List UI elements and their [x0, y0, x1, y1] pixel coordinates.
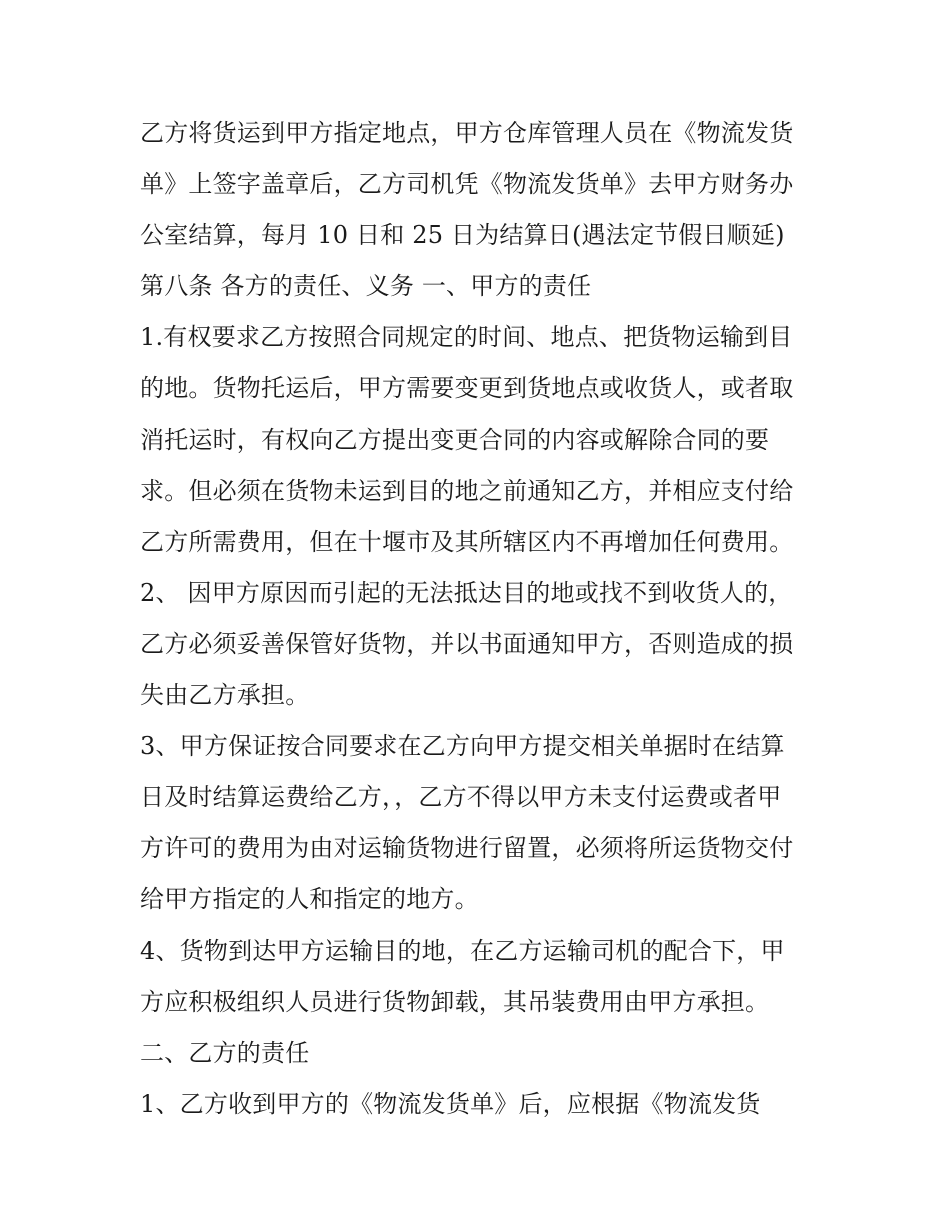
text-line: 单》上签字盖章后，乙方司机凭《物流发货单》去甲方财务办: [140, 170, 794, 199]
text-line: 4、货物到达甲方运输目的地，在乙方运输司机的配合下，甲: [140, 936, 785, 965]
text-line: 乙方所需费用，但在十堰市及其所辖区内不再增加任何费用。: [140, 527, 794, 556]
text-line: 乙方将货运到甲方指定地点，甲方仓库管理人员在《物流发货: [140, 119, 794, 147]
section-heading: 二、乙方的责任: [140, 1038, 310, 1067]
text-line: 1、乙方收到甲方的《物流发货单》后，应根据《物流发货: [140, 1089, 761, 1118]
text-line: 失由乙方承担。: [140, 681, 310, 710]
text-line: 方许可的费用为由对运输货物进行留置，必须将所运货物交付: [140, 834, 794, 863]
text-line: 2、 因甲方原因而引起的无法抵达目的地或找不到收货人的，: [140, 578, 793, 607]
text-line: 消托运时，有权向乙方提出变更合同的内容或解除合同的要: [140, 425, 770, 454]
text-line: 的地。货物托运后，甲方需要变更到货地点或收货人，或者取: [140, 374, 794, 403]
text-line: 求。但必须在货物未运到目的地之前通知乙方，并相应支付给: [140, 476, 794, 505]
section-heading: 第八条 各方的责任、义务 一、甲方的责任: [140, 272, 592, 301]
text-line: 乙方必须妥善保管好货物，并以书面通知甲方，否则造成的损: [140, 629, 794, 658]
text-line: 日及时结算运费给乙方，，乙方不得以甲方未支付运费或者甲: [140, 783, 782, 812]
text-line: 给甲方指定的人和指定的地方。: [140, 885, 479, 914]
document-body: [140, 108, 820, 1130]
text-line: 公室结算，每月 10 日和 25 日为结算日(遇法定节假日顺延): [140, 221, 785, 250]
text-line: 方应积极组织人员进行货物卸载，其吊装费用由甲方承担。: [140, 987, 770, 1016]
text-line: 1.有权要求乙方按照合同规定的时间、地点、把货物运输到目: [140, 323, 793, 352]
text-line: 3、甲方保证按合同要求在乙方向甲方提交相关单据时在结算: [140, 732, 785, 761]
